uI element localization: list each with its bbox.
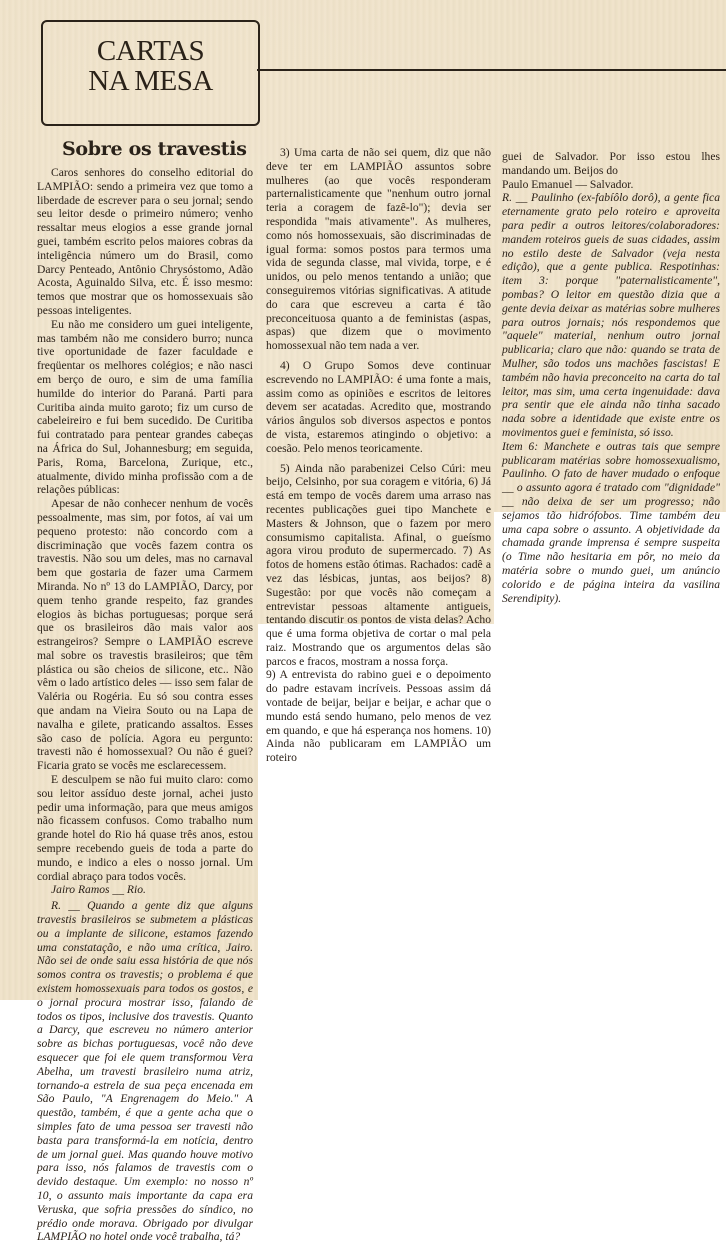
section-masthead	[41, 20, 260, 126]
article-title: Sobre os travestis	[62, 138, 247, 160]
letter-paragraph: 3) Uma carta de não sei quem, diz que não deve ter em LAMPIÃO assuntos sobre mulheres (ao que vocês responderam parternalisticamente que "nenhum outro jornal teria a coragem de fazê-lo"); devia ser respondida "mais ativamente". As mulheres, como nós homossexuais, são discriminadas de igual forma: somos postos para termos uma vida de segunda classe, mal vivida, torpe, e é unidos, ou pelo menos tentando a união; que conseguiremos vitórias significativas. A atitude do cara que escreveu a carta é tão preconceituosa quanto a de feministas (aspas, aspas) que dizem que o movimento homossexual não tem nada a ver.	[266, 146, 491, 353]
letter-paragraph: 4) O Grupo Somos deve continuar escrevendo no LAMPIÃO: é uma fonte a mais, assim como as opiniões e escritos de leitores devem ser acatadas. Acredito que, mostrando vários ângulos sob diversos aspectos e pontos de vista, estaremos atingindo o objetivo: a coesão. Pelo menos teoricamente.	[266, 358, 491, 455]
editor-reply: R. __ Quando a gente diz que alguns travestis brasileiros se submetem a plásticas ou a implante de silicone, estamos fazendo uma constatação, e não uma crítica, Jairo. Não sei de onde saiu essa história de que nós somos contra os travestis; o problema é que existem homossexuais para todos os gostos, e o jornal procura mostrar isso, falando de todos os tipos, inclusive dos travestis. Quanto a Darcy, que escreveu no número anterior sobre as bichas portuguesas, você não deve esquecer que foi ele quem transformou Vera Abelha, um travesti brasileiro numa atriz, tornando-a estrela de sua peça encenada em São Paulo, "A Engrenagem do Meio." A questão, também, é que a gente acha que o simples fato de uma pessoa ser travesti não basta para transformá-la em notícia, dentro de um jornal guei. Mas quando houve motivo para isso, nós falamos de travestis com o devido destaque. Um exemplo: no nosso nº 10, o assunto mais importante da capa era Veruska, que sofria pressões do síndico, no prédio onde morava. Obrigado por divulgar LAMPIÃO no hotel onde você trabalha, tá?	[37, 899, 253, 1244]
section-title-line2: NA MESA	[88, 65, 213, 97]
letter-paragraph: 9) A entrevista do rabino guei e o depoimento do padre estavam incríveis. Pessoas assim dá vontade de beijar, beijar e beijar, e achar que o mundo está sendo humano, pelo menos de vez em quando, e que há esperança nos homens. 10) Ainda não publicaram em LAMPIÃO um roteiro	[266, 668, 491, 765]
column-2	[266, 146, 491, 765]
section-title	[43, 36, 258, 96]
letter-signature: Jairo Ramos __ Rio.	[51, 883, 146, 897]
editor-reply: Item 6: Manchete e outras tais que sempre publicaram matérias sobre homossexualismo, Paulinho. O fato de haver mudado o enfoque __ o assunto agora é tratado com "dignidade" __ não deixa de ser um progresso; não sejamos tão hidrófobos. Time também deu uma capa sobre o assunto. A objetividade da chamada grande imprensa é sempre suspeita (o Time não hesitaria em pôr, no meio da matéria sobre o mundo guei, um anúncio colorido e de página inteira da vasilina Serendipity).	[502, 439, 720, 605]
letter-paragraph: Eu não me considero um guei inteligente, mas também não me considero burro; nunca tive oportunidade de fazer faculdade e freqüentar os melhores colégios; e não nasci em berço de ouro, e sim de uma família humilde do interior do Paraná. Parti para Curitiba ainda muito garoto; fiz um curso de cabeleireiro e fui bem sucedido. De Curitiba fui contratado para pentear grandes cabeças na África do Sul, Johannesburg; em seguida, Paris, Roma, Barcelona, Zurique, etc., atualmente, divido minha profissão com a de relações públicas:	[37, 317, 253, 497]
letter-paragraph: 5) Ainda não parabenizei Celso Cúri: meu beijo, Celsinho, por sua coragem e vitória, 6) Já está em tempo de vocês darem uma arraso nas recentes publicações guei tipo Manchete e Masters & Johnson, que o fazem por mero consumismo capitalista. Afinal, o gueísmo agora virou produto de supermercado. 7) As fotos de homens estão ótimas. Rachados: cadê a vez das lésbicas, juntas, aos beijos? 8) Sugestão: por que vocês não começam a entrevistar pessoas altamente antigueis, tentando discutir os pontos de vista delas? Acho que é uma forma objetiva de cortar o mal pela raiz. Mostrando que os argumentos delas são parcos e fracos, mostram a nossa força.	[266, 461, 491, 668]
letter-paragraph: Apesar de não conhecer nenhum de vocês pessoalmente, mas sim, por fotos, aí vai um pequeno protesto: não concordo com a discriminação que vocês fazem contra os travestis. Não sou um deles, mas no carnaval bem que gostaria de fazer uma Carmem Miranda. No nº 13 do LAMPIÃO, Darcy, por quem tenho grande respeito, faz grandes elogios às bichas portuguesas; porque será que os brasileiros dão mais valor aos estrangeiros? Sempre o LAMPIÃO escreve mal sobre os travestis brasileiros; que têm plástica ou são cheios de silicone, etc.. Não vêm o lado artístico deles — isso sem falar de Valéria ou Rogéria. Eu só sou contra esses que andam na Vieira Souto ou na Lapa de navalha e gilete, praticando assaltos. Esses são caso de polícia. Agora eu pergunto: travesti não é homossexual? Ou não é guei? Ficaria grato se vocês me esclarecessem.	[37, 497, 253, 773]
letter-paragraph: E desculpem se não fui muito claro: como sou leitor assíduo deste jornal, achei justo pedir uma informação, para que meus amigos não ficassem confusos. Como trabalho num grande hotel do Rio há quase três anos, estou sempre recebendo gueis de toda a parte do mundo, e indico a eles o nosso jornal. Um cordial abraço para todos vocês.	[37, 773, 253, 883]
letter-signature: Paulo Emanuel — Salvador.	[502, 177, 634, 191]
masthead-rule	[257, 69, 726, 71]
editor-reply: R. __ Paulinho (ex-fabíôlo dorô), a gente fica eternamente grato pelo roteiro e aproveita para pedir a outros leitores/colaboradores: mandem roteiros gueis de suas cidades, assim no estilo deste de Salvador (veja nesta edição), que a gente publica. Respotinhas: item 3: porque "paternalisticamente", pombas? O leitor em questão dizia que a gente devia deixar as matérias sobre mulheres para outros jornais; nós respondemos que "aquele" material, nenhum outro jornal publicaria; claro que não: quando se trata de Mulher, são todos uns machões fascistas! E também não havia preconceito na carta do tal leitor, mas sim, uma certa ingenuidade: dava pra sentir que ele ainda não tinha sacado nada sobre a identidade que existe entre os movimentos guei e feminista, só isso.	[502, 191, 720, 439]
letter-paragraph: Caros senhores do conselho editorial do LAMPIÃO: sendo a primeira vez que tomo a liberdade de escrever para o seu jornal; sendo seu leitor desde o primeiro número; venho ressaltar meus elogios a esse grande jornal guei, também escrito pelos maiores cobras da inteligência número um do Brasil, como Darcy Penteado, Antônio Chrysóstomo, Adão Acosta, Aguinaldo Silva, etc. É isso mesmo: temos que mostrar que os homossexuais são pessoas inteligentes.	[37, 166, 253, 317]
letter-continuation: guei de Salvador. Por isso estou lhes mandando um. Beijos do	[502, 150, 720, 177]
column-1	[37, 166, 253, 1244]
column-3	[502, 150, 720, 605]
section-title-line1: CARTAS	[96, 35, 205, 67]
